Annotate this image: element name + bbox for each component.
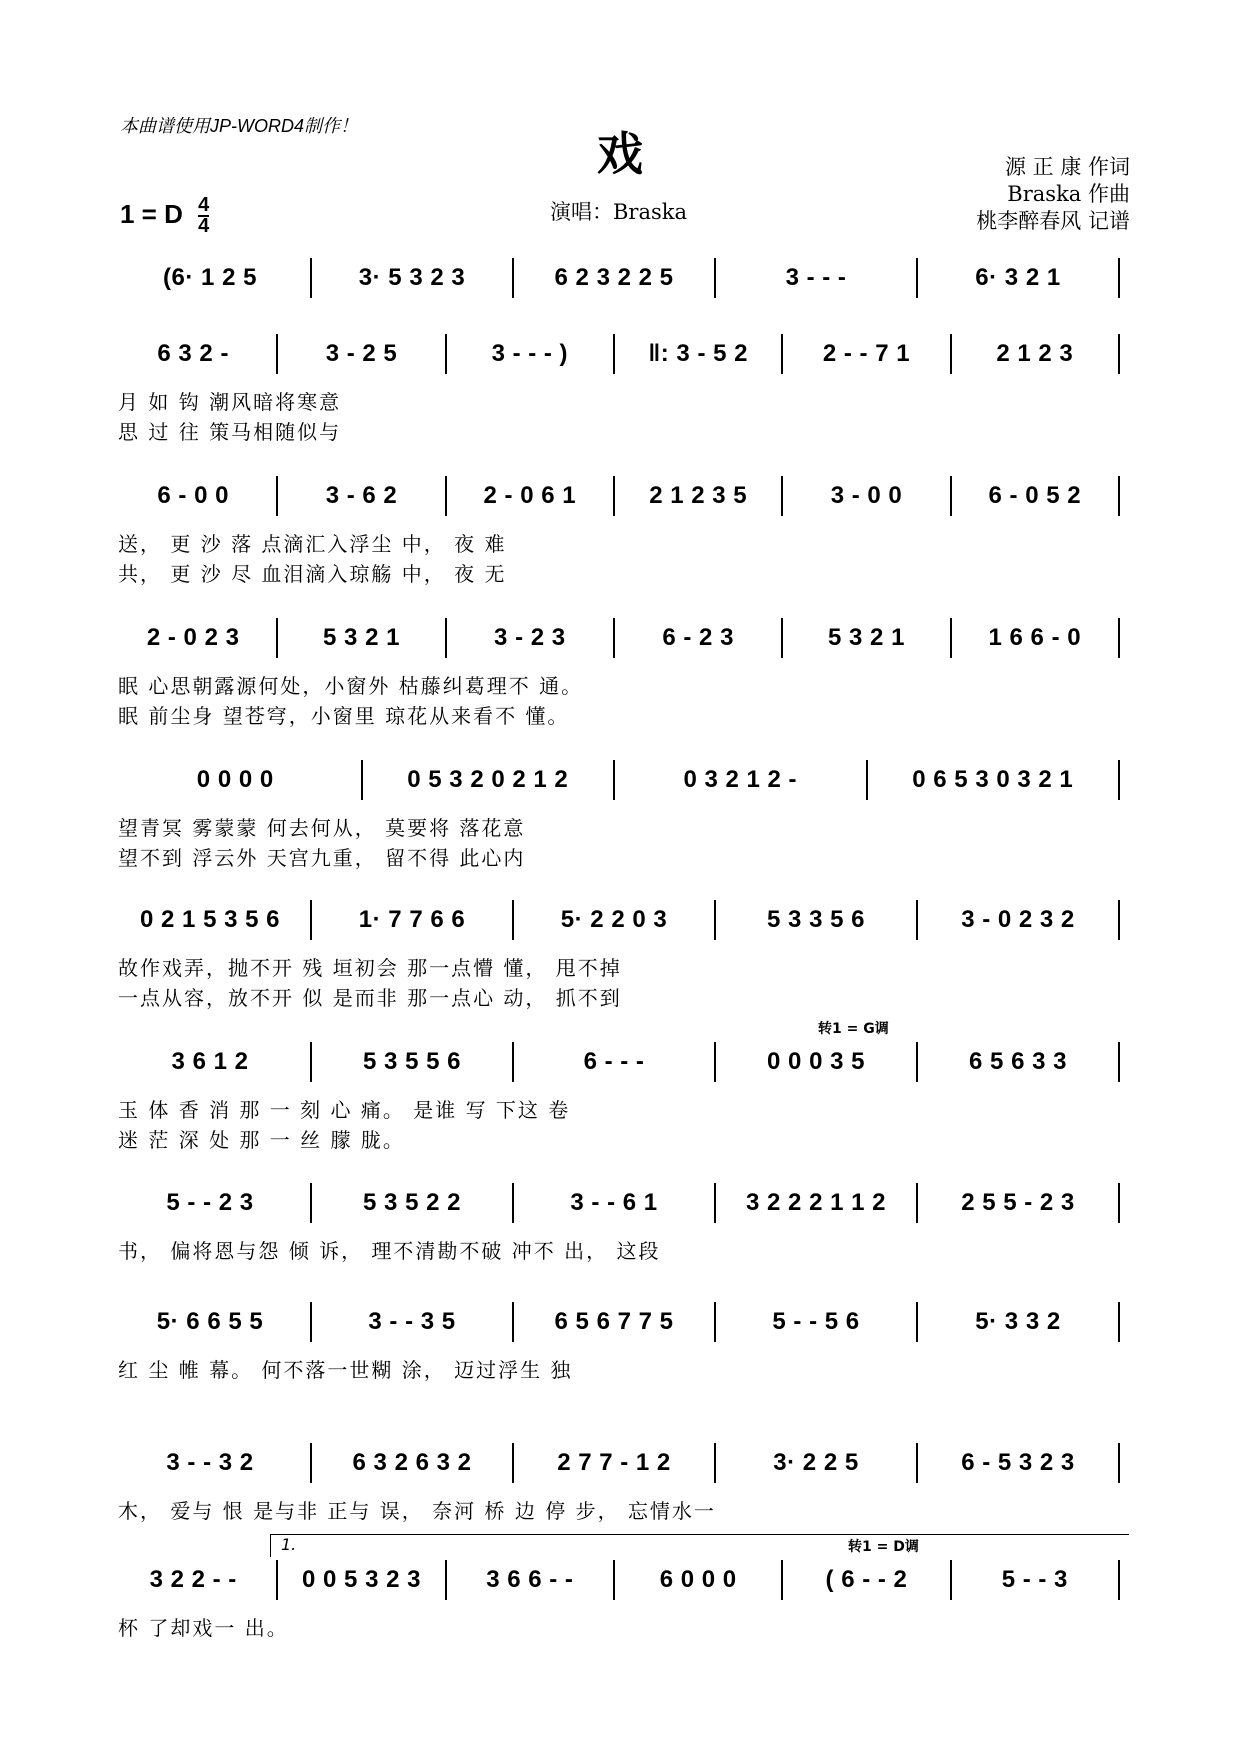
barline [714, 258, 716, 298]
measure: 6 3 2 - [157, 340, 229, 367]
barline [916, 1443, 918, 1483]
barline [1118, 900, 1120, 940]
barline [950, 1560, 952, 1600]
measure: 3 - 6 2 [325, 482, 398, 509]
measure: 2 7 7 - 1 2 [557, 1449, 671, 1476]
lyric-line: 眠 前尘身 望苍穹，小窗里 琼花从来看不 懂。 [118, 704, 570, 728]
barline [613, 334, 615, 374]
score-line [118, 1302, 1128, 1422]
barline [916, 1042, 918, 1082]
measure: 6· 3 2 1 [975, 264, 1061, 291]
volta-bracket [270, 1534, 1129, 1557]
measure: 6 5 6 7 7 5 [554, 1308, 674, 1335]
key-change-tag: 转1 = G调 [818, 1021, 889, 1037]
barline [276, 1560, 278, 1600]
measure: 5 - - 3 [1001, 1566, 1068, 1593]
notes-row [118, 1042, 1128, 1082]
lyric-line: 送， 更 沙 落 点滴汇入浮尘 中， 夜 难 [118, 532, 507, 556]
measure: 3 2 2 2 1 1 2 [746, 1189, 886, 1216]
measure: 6 - 2 3 [662, 624, 734, 651]
measure: 6 2 3 2 2 5 [554, 264, 674, 291]
time-top: 4 [198, 194, 210, 216]
key-signature [120, 196, 209, 236]
measure: 3 - - 3 2 [166, 1449, 254, 1476]
measure: 0 0 0 0 [196, 766, 274, 793]
barline [1118, 334, 1120, 374]
barline [1118, 1443, 1120, 1483]
volta-label: 1. [281, 1535, 297, 1554]
barline [916, 900, 918, 940]
score-line [118, 476, 1128, 596]
measure: 2 - 0 2 3 [146, 624, 240, 651]
barline [950, 476, 952, 516]
barline [1118, 1042, 1120, 1082]
measure: 3 - 2 3 [494, 624, 566, 651]
lyric-line: 故作戏弄，抛不开 残 垣初会 那一点懵 懂， 甩不掉 [118, 956, 622, 980]
lyric-line: 共， 更 沙 尽 血泪滴入琼觞 中， 夜 无 [118, 562, 507, 586]
measure: 2 5 5 - 2 3 [961, 1189, 1075, 1216]
barline [361, 760, 363, 800]
measure: 0 0 5 3 2 3 [302, 1566, 421, 1593]
notes-row [118, 258, 1128, 298]
barline [445, 618, 447, 658]
barline [310, 1443, 312, 1483]
score-line [118, 1183, 1128, 1303]
measure: 6 - 0 5 2 [988, 482, 1082, 509]
notes-row [118, 900, 1128, 940]
barline [1118, 1560, 1120, 1600]
barline [613, 476, 615, 516]
measure: 3 6 6 - - [486, 1566, 574, 1593]
barline [276, 334, 278, 374]
measure: 6 3 2 6 3 2 [352, 1449, 472, 1476]
barline [714, 900, 716, 940]
notes-row [118, 1183, 1128, 1223]
barline [512, 258, 514, 298]
measure: (6· 1 2 5 [163, 264, 257, 291]
score-line [118, 1021, 1128, 1162]
lyric-line: 思 过 往 策马相随似与 [118, 420, 342, 444]
lyricist-credit: 源 正 康 作词 [1004, 155, 1130, 179]
barline [512, 1183, 514, 1223]
barline [714, 1042, 716, 1082]
measure: 3 2 2 - - [149, 1566, 237, 1593]
measure: 3 - 2 5 [325, 340, 398, 367]
barline [1118, 618, 1120, 658]
measure: 1 6 6 - 0 [988, 624, 1082, 651]
measure: 2 - 0 6 1 [483, 482, 577, 509]
composer-credit: Braska 作曲 [1007, 182, 1130, 206]
barline [1118, 1183, 1120, 1223]
measure: 6 0 0 0 [659, 1566, 737, 1593]
barline [1118, 258, 1120, 298]
measure: 3· 5 3 2 3 [358, 264, 466, 291]
watermark-text: 本曲谱使用JP-WORD4制作！ [120, 116, 358, 136]
score-line [118, 1535, 1128, 1680]
measure: 3 - - - [785, 264, 847, 291]
measure: 2 1 2 3 [996, 340, 1074, 367]
measure: 6 - 0 0 [157, 482, 229, 509]
lyric-line: 一点从容，放不开 似 是而非 那一点心 动， 抓不到 [118, 986, 622, 1010]
barline [714, 1302, 716, 1342]
barline [310, 900, 312, 940]
notes-row [118, 334, 1128, 374]
measure: 0 5 3 2 0 2 1 2 [407, 766, 569, 793]
measure: 3 6 1 2 [171, 1048, 249, 1075]
measure: 5 3 5 2 2 [363, 1189, 461, 1216]
measure: 0 2 1 5 3 5 6 [140, 906, 280, 933]
measure: 5· 2 2 0 3 [560, 906, 668, 933]
barline [781, 334, 783, 374]
measure: 1· 7 7 6 6 [358, 906, 466, 933]
barline [512, 1302, 514, 1342]
lyric-line: 望不到 浮云外 天宫九重， 留不得 此心内 [118, 846, 526, 870]
measure: 0 0 0 3 5 [767, 1048, 865, 1075]
measure: 3· 2 2 5 [773, 1449, 859, 1476]
barline [714, 1443, 716, 1483]
barline [916, 1302, 918, 1342]
key-label: 1 = D [120, 198, 183, 229]
measure: 5 3 2 1 [828, 624, 905, 651]
time-bottom: 4 [198, 215, 210, 237]
lyric-line: 木， 爱与 恨 是与非 正与 误， 奈河 桥 边 停 步， 忘情水一 [118, 1499, 716, 1523]
measure: 6 - - - [583, 1048, 645, 1075]
notes-row [118, 760, 1128, 800]
measure: 3 - 0 2 3 2 [961, 906, 1075, 933]
barline [1118, 476, 1120, 516]
barline [613, 1560, 615, 1600]
score-line [118, 760, 1128, 880]
barline [310, 1302, 312, 1342]
barline [445, 476, 447, 516]
barline [1118, 1302, 1120, 1342]
barline [950, 618, 952, 658]
measure: 0 6 5 3 0 3 2 1 [912, 766, 1074, 793]
barline [866, 760, 868, 800]
lyric-line: 玉 体 香 消 那 一 刻 心 痛。 是谁 写 下这 卷 [118, 1098, 571, 1122]
barline [445, 334, 447, 374]
measure: 5· 3 3 2 [975, 1308, 1061, 1335]
measure: 3 - 0 0 [830, 482, 903, 509]
barline [310, 1183, 312, 1223]
barline [781, 618, 783, 658]
measure: 5 3 2 1 [323, 624, 400, 651]
measure: 5· 6 6 5 5 [156, 1308, 264, 1335]
measure: 3 - - - ) [491, 340, 569, 367]
lyric-line: 杯 了却戏一 出。 [118, 1616, 289, 1640]
measure: 5 3 3 5 6 [767, 906, 865, 933]
notes-row [118, 1443, 1128, 1483]
credits-block [976, 154, 1130, 235]
singer-credit: 演唱：Braska [550, 200, 688, 224]
lyric-line: 望青冥 雾蒙蒙 何去何从， 莫要将 落花意 [118, 816, 526, 840]
measure: 2 - - 7 1 [822, 340, 911, 367]
song-title: 戏 [597, 127, 643, 181]
measure: 3 - - 3 5 [368, 1308, 456, 1335]
barline [310, 258, 312, 298]
key-change-tag: 转1 = D调 [848, 1539, 919, 1555]
notes-row [118, 1560, 1128, 1600]
measure: 5 - - 5 6 [772, 1308, 860, 1335]
lyric-line: 红 尘 帷 幕。 何不落一世糊 涂， 迈过浮生 独 [118, 1358, 573, 1382]
notes-row [118, 1302, 1128, 1342]
measure: 0 3 2 1 2 - [683, 766, 798, 793]
measure: ( 6 - - 2 [825, 1566, 908, 1593]
notes-row [118, 618, 1128, 658]
barline [512, 1443, 514, 1483]
measure: ‖: 3 - 5 2 [648, 340, 748, 367]
barline [714, 1183, 716, 1223]
barline [512, 900, 514, 940]
measure: 5 3 5 5 6 [363, 1048, 461, 1075]
barline [512, 1042, 514, 1082]
barline [613, 760, 615, 800]
barline [310, 1042, 312, 1082]
barline [445, 1560, 447, 1600]
lyric-line: 眠 心思朝露源何处，小窗外 枯藤纠葛理不 通。 [118, 674, 584, 698]
lyric-line: 书， 偏将恩与怨 倾 诉， 理不清勘不破 冲不 出， 这段 [118, 1239, 661, 1263]
measure: 6 - 5 3 2 3 [961, 1449, 1075, 1476]
time-signature [198, 196, 209, 236]
barline [781, 1560, 783, 1600]
score-line [118, 334, 1128, 454]
lyric-line: 月 如 钩 潮风暗将寒意 [118, 390, 342, 414]
barline [276, 476, 278, 516]
barline [276, 618, 278, 658]
barline [950, 334, 952, 374]
notes-row [118, 476, 1128, 516]
lyric-line: 迷 茫 深 处 那 一 丝 朦 胧。 [118, 1128, 405, 1152]
score-line [118, 618, 1128, 738]
barline [916, 258, 918, 298]
measure: 6 5 6 3 3 [969, 1048, 1067, 1075]
barline [781, 476, 783, 516]
barline [613, 618, 615, 658]
measure: 3 - - 6 1 [570, 1189, 658, 1216]
barline [1118, 760, 1120, 800]
measure: 2 1 2 3 5 [649, 482, 748, 509]
barline [916, 1183, 918, 1223]
measure: 5 - - 2 3 [166, 1189, 254, 1216]
score-line [118, 900, 1128, 1020]
transcriber-credit: 桃李醉春风 记谱 [976, 209, 1130, 233]
